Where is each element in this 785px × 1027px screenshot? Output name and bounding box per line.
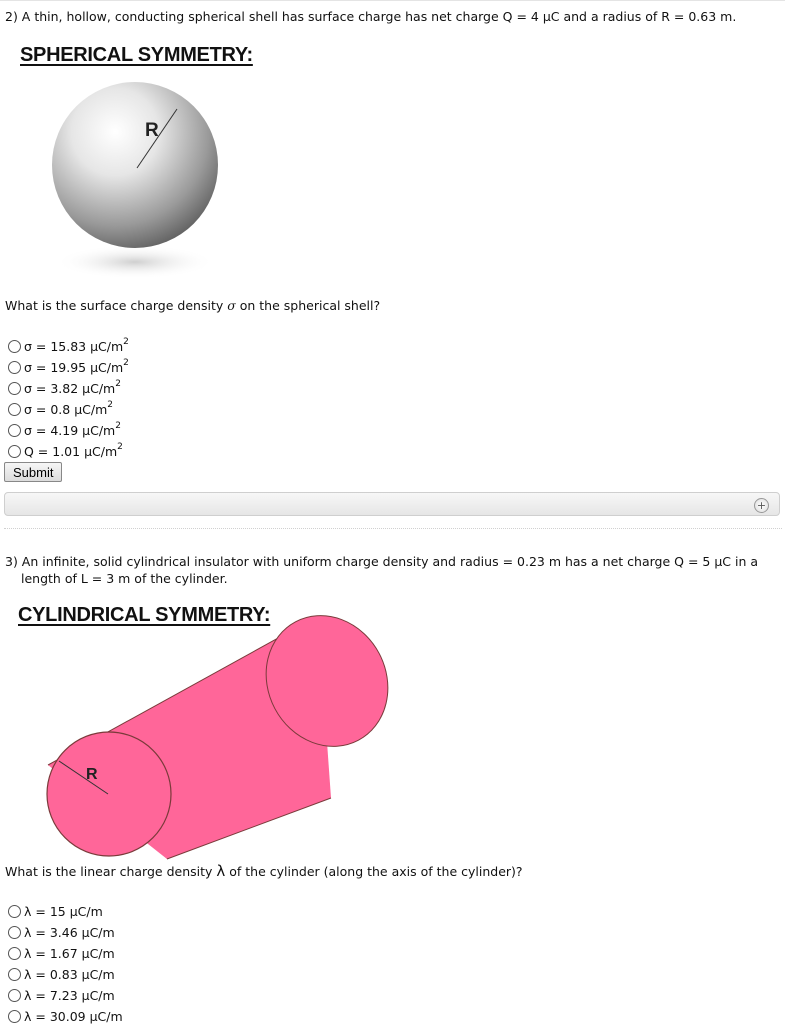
option-label: σ = 19.95 μC/m <box>24 360 124 375</box>
question-3-line-1: 3) An infinite, solid cylindrical insulator with uniform charge density and radius = 0.23 m has a net charge Q = 5 μC in a <box>5 554 758 569</box>
option-label: λ = 30.09 μC/m <box>24 1009 123 1024</box>
radio-circle-icon[interactable] <box>8 947 21 960</box>
option-item[interactable] <box>8 336 129 357</box>
option-label: λ = 7.23 μC/m <box>24 988 115 1003</box>
prompt-text-end: of the cylinder (along the axis of the cylinder)? <box>225 864 523 879</box>
radio-circle-icon[interactable] <box>8 905 21 918</box>
option-item[interactable] <box>8 901 123 922</box>
radio-circle-icon[interactable] <box>8 989 21 1002</box>
option-exponent: 2 <box>117 441 123 452</box>
option-label: Q = 1.01 μC/m <box>24 444 118 459</box>
radio-circle-icon[interactable] <box>8 424 21 437</box>
radio-circle-icon[interactable] <box>8 403 21 416</box>
option-label: λ = 1.67 μC/m <box>24 946 115 961</box>
question-2-prompt <box>5 298 380 313</box>
cylinder-figure <box>40 608 392 863</box>
option-exponent: 2 <box>123 357 129 368</box>
plus-circle-icon[interactable]: + <box>754 498 769 513</box>
option-label: σ = 3.82 μC/m <box>24 381 116 396</box>
question-2-options <box>8 336 129 462</box>
radio-circle-icon[interactable] <box>8 1010 21 1023</box>
option-label: σ = 4.19 μC/m <box>24 423 116 438</box>
radio-circle-icon[interactable] <box>8 926 21 939</box>
option-item[interactable] <box>8 378 129 399</box>
option-exponent: 2 <box>115 378 121 389</box>
lambda-symbol: λ <box>216 862 226 880</box>
radio-circle-icon[interactable] <box>8 968 21 981</box>
question-3-line-2: length of L = 3 m of the cylinder. <box>21 571 228 586</box>
section-divider <box>4 528 782 529</box>
option-item[interactable] <box>8 964 123 985</box>
cylinder-radius-label: R <box>86 766 98 783</box>
option-label: λ = 0.83 μC/m <box>24 967 115 982</box>
option-label: λ = 3.46 μC/m <box>24 925 115 940</box>
option-label: σ = 15.83 μC/m <box>24 339 124 354</box>
spherical-symmetry-heading: SPHERICAL SYMMETRY: <box>20 44 253 66</box>
option-item[interactable] <box>8 943 123 964</box>
radio-circle-icon[interactable] <box>8 361 21 374</box>
sphere-radius-label: R <box>145 120 159 141</box>
sphere-figure <box>40 78 240 283</box>
sigma-symbol: σ <box>227 298 236 313</box>
question-3-prompt <box>5 862 523 880</box>
radio-circle-icon[interactable] <box>8 382 21 395</box>
question-3-text <box>5 553 758 587</box>
expand-panel-bar[interactable] <box>4 492 780 516</box>
option-item[interactable] <box>8 985 123 1006</box>
option-label: σ = 0.8 μC/m <box>24 402 108 417</box>
top-border <box>0 0 785 1</box>
option-item[interactable] <box>8 357 129 378</box>
option-item[interactable] <box>8 420 129 441</box>
option-item[interactable] <box>8 441 129 462</box>
option-exponent: 2 <box>123 336 129 347</box>
radio-circle-icon[interactable] <box>8 445 21 458</box>
question-2-text: 2) A thin, hollow, conducting spherical shell has surface charge has net charge Q = 4 μC and a radius of R = 0.63 m. <box>5 9 737 24</box>
radio-circle-icon[interactable] <box>8 340 21 353</box>
option-label: λ = 15 μC/m <box>24 904 103 919</box>
option-exponent: 2 <box>107 399 113 410</box>
prompt-text-end: on the spherical shell? <box>235 298 381 313</box>
option-item[interactable] <box>8 922 123 943</box>
cylindrical-symmetry-heading: CYLINDRICAL SYMMETRY: <box>18 604 271 626</box>
option-item[interactable] <box>8 399 129 420</box>
submit-button[interactable]: Submit <box>4 462 62 482</box>
question-3-options <box>8 901 123 1027</box>
option-exponent: 2 <box>115 420 121 431</box>
prompt-text: What is the linear charge density <box>5 864 217 879</box>
prompt-text: What is the surface charge density <box>5 298 228 313</box>
